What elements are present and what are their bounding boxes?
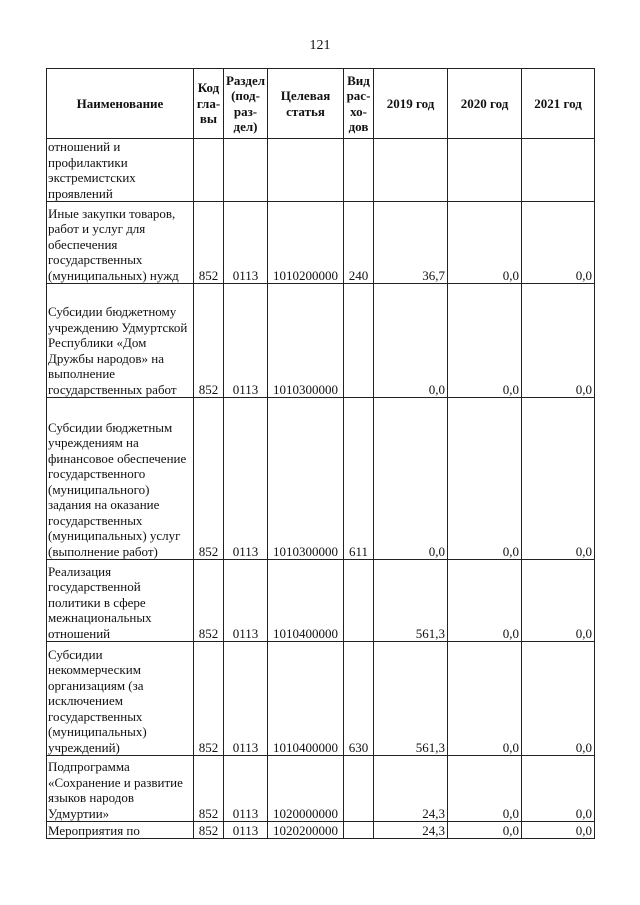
cell-2019: 36,7 bbox=[374, 202, 448, 284]
cell-2020: 0,0 bbox=[448, 642, 522, 756]
cell-target: 1010300000 bbox=[268, 284, 344, 398]
cell-2019: 561,3 bbox=[374, 642, 448, 756]
table-row bbox=[47, 560, 595, 642]
cell-expense bbox=[344, 560, 374, 642]
table-row bbox=[47, 284, 595, 398]
cell-2019: 0,0 bbox=[374, 284, 448, 398]
table-row bbox=[47, 202, 595, 284]
cell-name: Иные закупки товаров, работ и услуг для обеспечения государственных (муниципальных) нужд bbox=[47, 202, 194, 284]
header-name: Наименование bbox=[47, 69, 194, 139]
cell-expense bbox=[344, 284, 374, 398]
header-section: Раздел (под-раз-дел) bbox=[224, 69, 268, 139]
cell-2021: 0,0 bbox=[522, 756, 595, 822]
cell-2019: 24,3 bbox=[374, 756, 448, 822]
cell-2021 bbox=[522, 139, 595, 202]
cell-target: 1010400000 bbox=[268, 642, 344, 756]
cell-chapter bbox=[194, 139, 224, 202]
header-chapter-code: Код гла-вы bbox=[194, 69, 224, 139]
cell-2021: 0,0 bbox=[522, 284, 595, 398]
cell-section: 0113 bbox=[224, 202, 268, 284]
cell-name: отношений и профилактики экстремистских проявлений bbox=[47, 139, 194, 202]
cell-2020 bbox=[448, 139, 522, 202]
table-row bbox=[47, 756, 595, 822]
cell-2019: 0,0 bbox=[374, 398, 448, 560]
table-row bbox=[47, 642, 595, 756]
cell-chapter: 852 bbox=[194, 398, 224, 560]
cell-expense: 630 bbox=[344, 642, 374, 756]
table-row bbox=[47, 398, 595, 560]
cell-name: Мероприятия по bbox=[47, 822, 194, 839]
header-row bbox=[47, 69, 595, 139]
cell-expense bbox=[344, 139, 374, 202]
cell-expense: 240 bbox=[344, 202, 374, 284]
cell-target: 1010200000 bbox=[268, 202, 344, 284]
cell-name: Субсидии некоммерческим организациям (за исключением государственных (муниципальных) учреждений) bbox=[47, 642, 194, 756]
cell-section: 0113 bbox=[224, 822, 268, 839]
cell-expense bbox=[344, 756, 374, 822]
cell-target: 1020000000 bbox=[268, 756, 344, 822]
cell-2020: 0,0 bbox=[448, 756, 522, 822]
cell-section bbox=[224, 139, 268, 202]
header-2021: 2021 год bbox=[522, 69, 595, 139]
header-expense-type: Вид рас-хо-дов bbox=[344, 69, 374, 139]
cell-2020: 0,0 bbox=[448, 560, 522, 642]
header-2020: 2020 год bbox=[448, 69, 522, 139]
cell-chapter: 852 bbox=[194, 642, 224, 756]
header-target-article: Целевая статья bbox=[268, 69, 344, 139]
cell-chapter: 852 bbox=[194, 756, 224, 822]
cell-target: 1010400000 bbox=[268, 560, 344, 642]
cell-name: Реализация государственной политики в сфере межнациональных отношений bbox=[47, 560, 194, 642]
cell-chapter: 852 bbox=[194, 560, 224, 642]
cell-2020: 0,0 bbox=[448, 822, 522, 839]
cell-section: 0113 bbox=[224, 398, 268, 560]
budget-table bbox=[46, 68, 595, 839]
cell-expense bbox=[344, 822, 374, 839]
cell-name: Субсидии бюджетному учреждению Удмуртской Республики «Дом Дружбы народов» на выполнение государственных работ bbox=[47, 284, 194, 398]
cell-chapter: 852 bbox=[194, 822, 224, 839]
cell-2021: 0,0 bbox=[522, 822, 595, 839]
cell-target: 1010300000 bbox=[268, 398, 344, 560]
cell-2019: 561,3 bbox=[374, 560, 448, 642]
cell-name: Субсидии бюджетным учреждениям на финансовое обеспечение государственного (муниципального) задания на оказание государственных (муниципальных) услуг (выполнение работ) bbox=[47, 398, 194, 560]
cell-2020: 0,0 bbox=[448, 202, 522, 284]
cell-section: 0113 bbox=[224, 284, 268, 398]
cell-2021: 0,0 bbox=[522, 642, 595, 756]
cell-section: 0113 bbox=[224, 756, 268, 822]
cell-2021: 0,0 bbox=[522, 398, 595, 560]
cell-section: 0113 bbox=[224, 642, 268, 756]
cell-chapter: 852 bbox=[194, 284, 224, 398]
cell-name: Подпрограмма «Сохранение и развитие языков народов Удмуртии» bbox=[47, 756, 194, 822]
cell-2020: 0,0 bbox=[448, 398, 522, 560]
cell-2019: 24,3 bbox=[374, 822, 448, 839]
cell-2021: 0,0 bbox=[522, 202, 595, 284]
cell-expense: 611 bbox=[344, 398, 374, 560]
table-row bbox=[47, 139, 595, 202]
cell-2019 bbox=[374, 139, 448, 202]
cell-chapter: 852 bbox=[194, 202, 224, 284]
cell-2020: 0,0 bbox=[448, 284, 522, 398]
header-2019: 2019 год bbox=[374, 69, 448, 139]
page-number: 121 bbox=[309, 38, 331, 53]
cell-target: 1020200000 bbox=[268, 822, 344, 839]
cell-section: 0113 bbox=[224, 560, 268, 642]
cell-target bbox=[268, 139, 344, 202]
table-row bbox=[47, 822, 595, 839]
cell-2021: 0,0 bbox=[522, 560, 595, 642]
